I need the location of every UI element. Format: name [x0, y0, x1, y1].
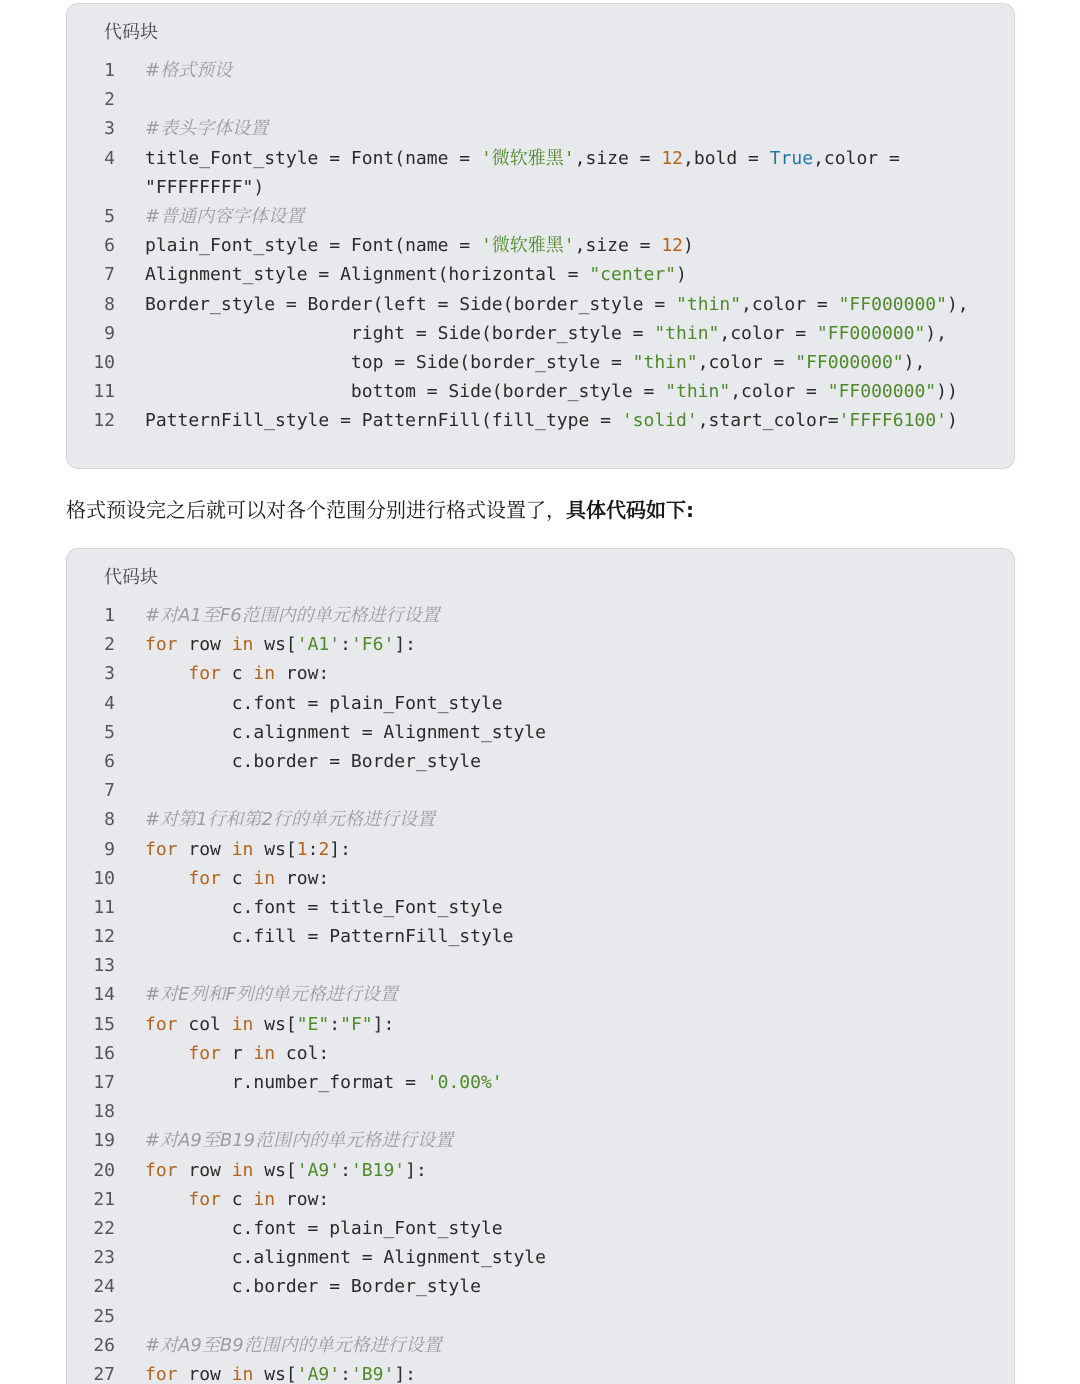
code-text	[145, 202, 304, 231]
code-token-plain: ,color =	[741, 293, 839, 315]
code-token-string: 'FFFF6100'	[838, 410, 947, 432]
code-token-string: "E"	[296, 1013, 330, 1035]
code-token-plain: :	[340, 1159, 351, 1181]
code-text	[145, 173, 264, 202]
code-text	[145, 659, 329, 688]
code-token-string: '微软雅黑'	[480, 147, 575, 169]
code-token-plain	[145, 1043, 188, 1064]
code-token-plain: )	[676, 264, 687, 286]
code-token-plain: ,size =	[574, 147, 662, 169]
code-block-format-presets	[66, 3, 1015, 469]
code-token-plain: plain_Font_style = Font(name =	[145, 235, 481, 257]
code-token-keyword: for	[145, 1363, 178, 1384]
line-number: 17	[93, 1072, 115, 1093]
code-token-plain: c.font = plain_Font_style	[145, 692, 503, 714]
code-token-plain: row:	[275, 867, 330, 889]
code-block-title: 代码块	[104, 567, 158, 588]
code-token-comment: #对A1至F6范围内的单元格进行设置	[145, 605, 440, 626]
code-text	[145, 805, 435, 834]
code-token-comment: #对E列和F列的单元格进行设置	[145, 984, 398, 1006]
code-line	[67, 1214, 1014, 1243]
code-token-string: 'A1'	[296, 634, 341, 656]
code-text	[145, 1068, 503, 1097]
line-number: 20	[93, 1159, 115, 1181]
code-token-plain: )	[946, 410, 958, 432]
code-text	[145, 1156, 427, 1185]
code-text	[145, 1360, 416, 1384]
code-line	[67, 1068, 1014, 1097]
code-text	[145, 1126, 453, 1155]
paragraph-text: 格式预设完之后就可以对各个范围分别进行格式设置了，	[66, 498, 566, 522]
code-block-title: 代码块	[104, 22, 158, 43]
line-number: 3	[104, 663, 115, 685]
code-line	[67, 922, 1014, 951]
code-line	[67, 1039, 1014, 1068]
code-token-number: 12	[661, 147, 684, 169]
code-token-plain: col:	[275, 1042, 330, 1064]
code-token-string: 'solid'	[621, 410, 698, 432]
line-number: 8	[104, 293, 115, 315]
code-token-keyword: for	[188, 663, 221, 685]
code-line	[67, 56, 1014, 85]
code-text	[145, 144, 900, 173]
line-number: 24	[93, 1276, 115, 1298]
code-token-plain: ]:	[394, 1363, 416, 1384]
line-number: 14	[93, 984, 115, 1006]
code-token-keyword: in	[253, 867, 276, 889]
code-text	[145, 114, 268, 143]
code-token-plain: ),	[925, 322, 947, 344]
code-token-keyword: in	[231, 838, 254, 860]
code-text	[145, 56, 232, 85]
line-number: 6	[104, 750, 115, 772]
code-token-string: "thin"	[654, 322, 720, 344]
code-text	[145, 835, 351, 864]
code-text	[145, 601, 440, 630]
code-token-plain: c	[220, 663, 254, 685]
code-token-plain: ))	[936, 381, 958, 403]
code-text	[145, 260, 687, 289]
code-line	[67, 406, 1014, 435]
line-number: 21	[93, 1188, 115, 1210]
code-token-plain: ]:	[405, 1159, 427, 1181]
code-token-plain: row	[177, 1159, 232, 1181]
line-number: 26	[93, 1334, 115, 1356]
code-token-plain: ws[	[253, 1159, 297, 1181]
code-token-string: 'A9'	[296, 1363, 341, 1384]
code-text	[145, 231, 694, 260]
code-line	[67, 1010, 1014, 1039]
code-text	[145, 1039, 329, 1068]
code-token-plain: row:	[275, 1188, 330, 1210]
code-token-string: '0.00%'	[426, 1072, 503, 1093]
code-token-string: "FF000000"	[827, 381, 937, 403]
code-token-plain: row	[177, 634, 232, 656]
code-token-comment: #对第1行和第2行的单元格进行设置	[145, 809, 435, 831]
code-token-plain: Border_style = Border(left = Side(border_style =	[145, 293, 677, 315]
code-token-plain: ,color =	[719, 322, 817, 344]
line-number: 27	[93, 1363, 115, 1384]
line-number: 4	[104, 147, 115, 169]
code-token-keyword: in	[231, 1013, 254, 1035]
code-token-string: "thin"	[676, 293, 742, 315]
line-number: 7	[104, 264, 115, 286]
code-line	[67, 114, 1014, 143]
code-token-plain: :	[329, 1013, 341, 1035]
code-token-comment: #普通内容字体设置	[145, 205, 305, 227]
code-token-plain: ,size =	[574, 235, 662, 257]
code-token-plain: :	[307, 838, 319, 860]
code-line	[67, 835, 1014, 864]
code-token-string: "FF000000"	[838, 293, 947, 315]
code-token-keyword: in	[253, 1188, 276, 1210]
code-token-keyword: for	[145, 1013, 178, 1035]
code-block-range-formatting	[66, 548, 1015, 1384]
code-text	[145, 864, 329, 893]
code-token-keyword: in	[231, 1159, 254, 1181]
code-token-plain: ]:	[372, 1013, 395, 1035]
code-token-string: "thin"	[632, 351, 698, 373]
line-number: 9	[104, 838, 115, 860]
line-number	[67, 173, 115, 202]
line-number: 16	[93, 1042, 115, 1064]
code-token-plain	[145, 663, 188, 684]
code-token-plain	[145, 1189, 188, 1210]
line-number: 2	[104, 89, 115, 111]
code-text	[145, 377, 958, 406]
code-token-keyword: for	[145, 838, 178, 860]
code-token-plain: ws[	[253, 634, 297, 656]
code-token-plain: r.number_format =	[145, 1072, 427, 1093]
code-line	[67, 1243, 1014, 1272]
code-token-plain: c.fill = PatternFill_style	[145, 926, 514, 948]
code-line	[67, 630, 1014, 659]
code-line	[67, 231, 1014, 260]
code-token-plain: ws[	[253, 1013, 297, 1035]
code-text	[145, 1243, 546, 1272]
line-number: 19	[93, 1130, 115, 1152]
code-lines	[67, 601, 1014, 1384]
code-text	[145, 893, 503, 922]
code-token-plain: row	[177, 838, 232, 860]
code-token-plain: )	[683, 235, 694, 257]
code-token-string: 'F6'	[350, 634, 395, 656]
code-token-string: "thin"	[665, 381, 731, 403]
code-token-string: 'B9'	[350, 1363, 395, 1384]
line-number: 5	[104, 205, 115, 227]
code-token-keyword: in	[231, 1363, 254, 1384]
code-token-builtin: True	[769, 147, 814, 169]
line-number: 11	[93, 381, 115, 403]
code-token-string: "center"	[589, 264, 677, 286]
code-token-plain: :	[340, 634, 351, 656]
code-line	[67, 260, 1014, 289]
code-token-plain: col	[177, 1013, 232, 1035]
code-line	[67, 1331, 1014, 1360]
code-line	[67, 202, 1014, 231]
code-token-plain: "FFFFFFFF")	[145, 176, 265, 198]
code-line	[67, 377, 1014, 406]
code-text	[145, 630, 416, 659]
code-token-comment: #对A9至B9范围内的单元格进行设置	[145, 1334, 442, 1356]
code-line	[67, 144, 1014, 173]
code-line	[67, 776, 1014, 805]
code-text	[145, 689, 503, 718]
code-token-plain: Alignment_style = Alignment(horizontal =	[145, 264, 590, 286]
code-token-plain: row:	[275, 663, 330, 685]
code-token-number: 2	[318, 838, 330, 860]
code-text	[145, 290, 969, 319]
code-token-plain: ,bold =	[683, 147, 770, 169]
line-number: 12	[93, 926, 115, 948]
code-token-plain: c.alignment = Alignment_style	[145, 721, 546, 743]
code-text	[145, 1010, 394, 1039]
code-token-keyword: in	[253, 663, 276, 685]
code-text	[145, 1331, 442, 1360]
line-number: 7	[104, 780, 115, 802]
code-token-plain: c	[220, 1188, 254, 1210]
code-token-string: 'B19'	[350, 1159, 406, 1181]
code-text	[145, 922, 513, 951]
code-token-string: 'A9'	[296, 1159, 341, 1181]
code-token-plain: bottom = Side(border_style =	[145, 381, 666, 403]
code-line	[67, 805, 1014, 834]
code-token-plain: ),	[903, 351, 926, 373]
line-number: 10	[93, 351, 115, 373]
code-token-string: "FF000000"	[795, 351, 904, 373]
code-line	[67, 1097, 1014, 1126]
code-token-plain	[145, 868, 188, 889]
code-line	[67, 290, 1014, 319]
code-token-keyword: for	[145, 634, 178, 656]
code-token-plain: ws[	[253, 838, 297, 860]
paragraph-bold-text: 具体代码如下:	[566, 498, 694, 522]
code-token-plain: c.font = title_Font_style	[145, 896, 503, 918]
code-token-plain: c.border = Border_style	[145, 1276, 481, 1298]
code-token-string: '微软雅黑'	[480, 235, 575, 257]
code-line	[67, 1156, 1014, 1185]
code-line	[67, 1360, 1014, 1384]
code-token-plain: ,start_color=	[697, 410, 839, 432]
code-text	[145, 718, 546, 747]
code-token-comment: #格式预设	[145, 60, 233, 81]
line-number: 13	[93, 955, 115, 977]
code-token-plain: ws[	[253, 1363, 297, 1384]
code-token-keyword: for	[188, 1188, 221, 1210]
code-line	[67, 718, 1014, 747]
line-number: 2	[104, 634, 115, 656]
line-number: 10	[93, 867, 115, 889]
code-text	[145, 1272, 481, 1301]
code-line	[67, 1302, 1014, 1331]
code-token-number: 12	[661, 235, 684, 257]
code-line	[67, 85, 1014, 114]
body-paragraph	[66, 494, 694, 523]
code-token-plain: c.alignment = Alignment_style	[145, 1247, 546, 1269]
code-token-plain: title_Font_style = Font(name =	[145, 147, 481, 169]
line-number: 15	[93, 1013, 115, 1035]
line-number: 1	[104, 605, 115, 626]
code-token-comment: #对A9至B19范围内的单元格进行设置	[145, 1130, 454, 1152]
code-text	[145, 406, 958, 435]
line-number: 3	[104, 118, 115, 140]
line-number: 12	[93, 410, 115, 432]
code-token-plain: top = Side(border_style =	[145, 351, 633, 373]
code-token-plain: c	[220, 867, 254, 889]
code-text	[145, 747, 481, 776]
code-token-plain: :	[340, 1363, 351, 1384]
code-lines	[67, 56, 1014, 435]
code-token-comment: #表头字体设置	[145, 118, 269, 140]
code-token-keyword: for	[145, 1159, 178, 1181]
code-line	[67, 1185, 1014, 1214]
line-number: 18	[93, 1101, 115, 1123]
line-number: 5	[104, 721, 115, 743]
code-token-keyword: in	[231, 634, 254, 656]
code-line	[67, 1126, 1014, 1155]
line-number: 6	[104, 235, 115, 257]
code-line	[67, 1272, 1014, 1301]
code-text	[145, 1214, 503, 1243]
line-number: 22	[93, 1217, 115, 1239]
code-token-plain: ,color =	[813, 147, 900, 169]
line-number: 4	[104, 692, 115, 714]
code-token-string: "F"	[340, 1013, 373, 1035]
code-line	[67, 689, 1014, 718]
code-token-keyword: for	[188, 867, 221, 889]
code-token-keyword: in	[253, 1042, 276, 1064]
line-number: 23	[93, 1247, 115, 1269]
code-line	[67, 980, 1014, 1009]
code-token-plain: ,color =	[697, 351, 796, 373]
code-token-plain: r	[220, 1042, 254, 1064]
code-token-plain: c.font = plain_Font_style	[145, 1217, 503, 1239]
code-token-plain: c.border = Border_style	[145, 750, 481, 772]
line-number: 8	[104, 809, 115, 831]
code-token-plain: right = Side(border_style =	[145, 322, 655, 344]
code-token-keyword: for	[188, 1042, 221, 1064]
line-number: 11	[93, 896, 115, 918]
code-token-string: "FF000000"	[816, 322, 926, 344]
code-line	[67, 601, 1014, 630]
line-number: 25	[93, 1305, 115, 1327]
code-token-plain: PatternFill_style = PatternFill(fill_type =	[145, 410, 622, 432]
code-text	[145, 348, 925, 377]
code-line	[67, 893, 1014, 922]
code-token-plain: ]:	[329, 838, 351, 860]
code-line	[67, 659, 1014, 688]
code-text	[145, 980, 398, 1009]
code-token-plain: ),	[946, 293, 969, 315]
code-line	[67, 173, 1014, 202]
code-token-number: 1	[296, 838, 308, 860]
code-token-plain: ,color =	[730, 381, 828, 403]
code-line	[67, 747, 1014, 776]
code-line	[67, 951, 1014, 980]
code-token-plain: row	[177, 1363, 232, 1384]
code-token-plain: ]:	[394, 634, 416, 656]
line-number: 1	[104, 60, 115, 81]
code-text	[145, 319, 947, 348]
code-text	[145, 1185, 329, 1214]
code-line	[67, 348, 1014, 377]
line-number: 9	[104, 322, 115, 344]
code-line	[67, 319, 1014, 348]
code-line	[67, 864, 1014, 893]
